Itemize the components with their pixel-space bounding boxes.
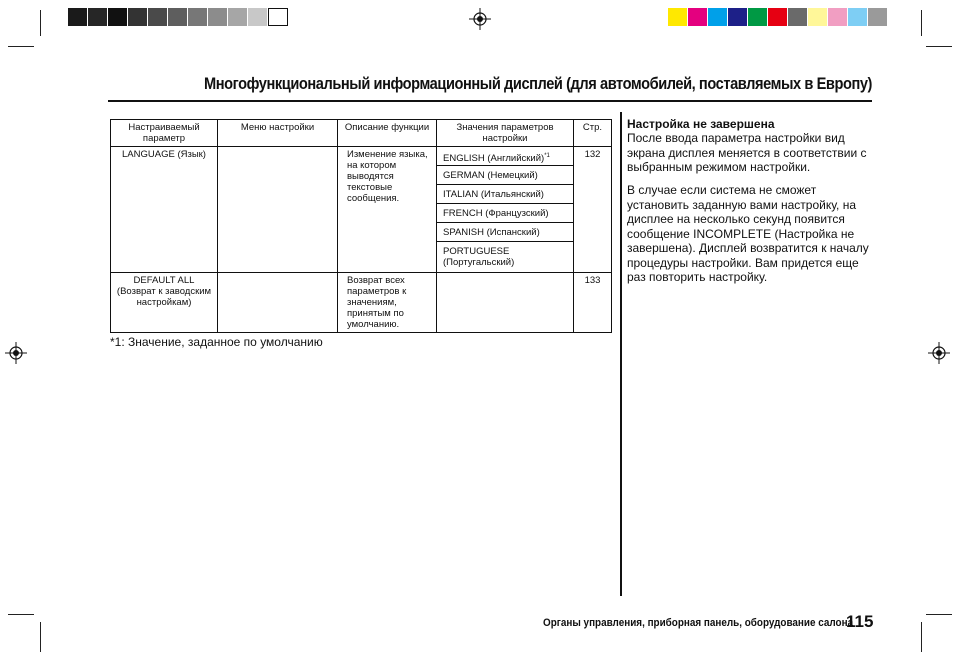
trim-mark [40, 10, 41, 36]
column-header: Стр. [574, 120, 612, 147]
color-step [868, 8, 888, 26]
gray-step [228, 8, 248, 26]
color-step [768, 8, 788, 26]
gray-calibration-bar [68, 8, 288, 26]
page-cell: 133 [574, 273, 612, 333]
trim-mark [8, 46, 34, 47]
value-label: ENGLISH (Английский) [443, 153, 545, 165]
trim-mark [921, 622, 922, 652]
color-step [808, 8, 828, 26]
trim-mark [926, 46, 952, 47]
table-row [111, 273, 612, 333]
color-step [728, 8, 748, 26]
gray-step [168, 8, 188, 26]
settings-table [110, 119, 612, 333]
color-step [848, 8, 868, 26]
gray-step [128, 8, 148, 26]
value-item [437, 147, 573, 166]
sidebar-paragraph: После ввода параметра настройки вид экрана дисплея меняется в соответствии с выбранным режимом настройки. [627, 131, 867, 174]
value-item: SPANISH (Испанский) [437, 223, 573, 242]
gray-step [268, 8, 288, 26]
table-header-row [111, 120, 612, 147]
footer-section-title: Органы управления, приборная панель, оборудование салона [543, 617, 854, 629]
trim-mark [921, 10, 922, 36]
color-step [668, 8, 688, 26]
page-title: Многофункциональный информационный дисплей (для автомобилей, поставляемых в Европу) [204, 74, 872, 93]
column-divider [620, 112, 622, 596]
trim-mark [8, 614, 34, 615]
registration-mark-icon [928, 342, 950, 364]
color-step [828, 8, 848, 26]
header-rule [108, 100, 872, 102]
value-item: GERMAN (Немецкий) [437, 166, 573, 185]
column-header: Значения параметров настройки [437, 120, 574, 147]
gray-step [68, 8, 88, 26]
color-calibration-bar [668, 8, 888, 26]
sidebar-paragraph: В случае если система не сможет установить заданную вами настройку, на дисплее на несколько секунд появится сообщение INCOMPLETE (Настройка не завершена). Дисплей возвратится к началу процедуры настройки. Вам придется еще раз повторить настройку. [627, 183, 869, 284]
trim-mark [40, 622, 41, 652]
color-step [748, 8, 768, 26]
gray-step [188, 8, 208, 26]
gray-step [148, 8, 168, 26]
value-item: PORTUGUESE (Португальский) [443, 246, 515, 268]
gray-step [208, 8, 228, 26]
registration-mark-icon [469, 8, 491, 30]
menu-cell [218, 147, 338, 273]
footnote-mark: *1 [544, 153, 550, 159]
table-row [111, 147, 612, 273]
param-cell: DEFAULT ALL (Возврат к заводским настройкам) [111, 273, 218, 333]
gray-step [108, 8, 128, 26]
gray-step [248, 8, 268, 26]
registration-mark-icon [5, 342, 27, 364]
color-step [708, 8, 728, 26]
footnote: *1: Значение, заданное по умолчанию [110, 335, 323, 349]
description-cell: Изменение языка, на котором выводятся текстовые сообщения. [338, 147, 437, 273]
sidebar-heading: Настройка не завершена [627, 117, 775, 131]
values-cell [437, 273, 574, 333]
menu-cell [218, 273, 338, 333]
color-step [688, 8, 708, 26]
value-item: ITALIAN (Итальянский) [437, 185, 573, 204]
gray-step [88, 8, 108, 26]
trim-mark [926, 614, 952, 615]
column-header: Меню настройки [218, 120, 338, 147]
param-cell: LANGUAGE (Язык) [111, 147, 218, 273]
page-cell: 132 [574, 147, 612, 273]
value-item: FRENCH (Французский) [437, 204, 573, 223]
column-header: Описание функции [338, 120, 437, 147]
description-cell: Возврат всех параметров к значениям, принятым по умолчанию. [338, 273, 437, 333]
values-cell [437, 147, 574, 273]
color-step [788, 8, 808, 26]
column-header: Настраиваемый параметр [111, 120, 218, 147]
page-number: 115 [846, 612, 874, 631]
